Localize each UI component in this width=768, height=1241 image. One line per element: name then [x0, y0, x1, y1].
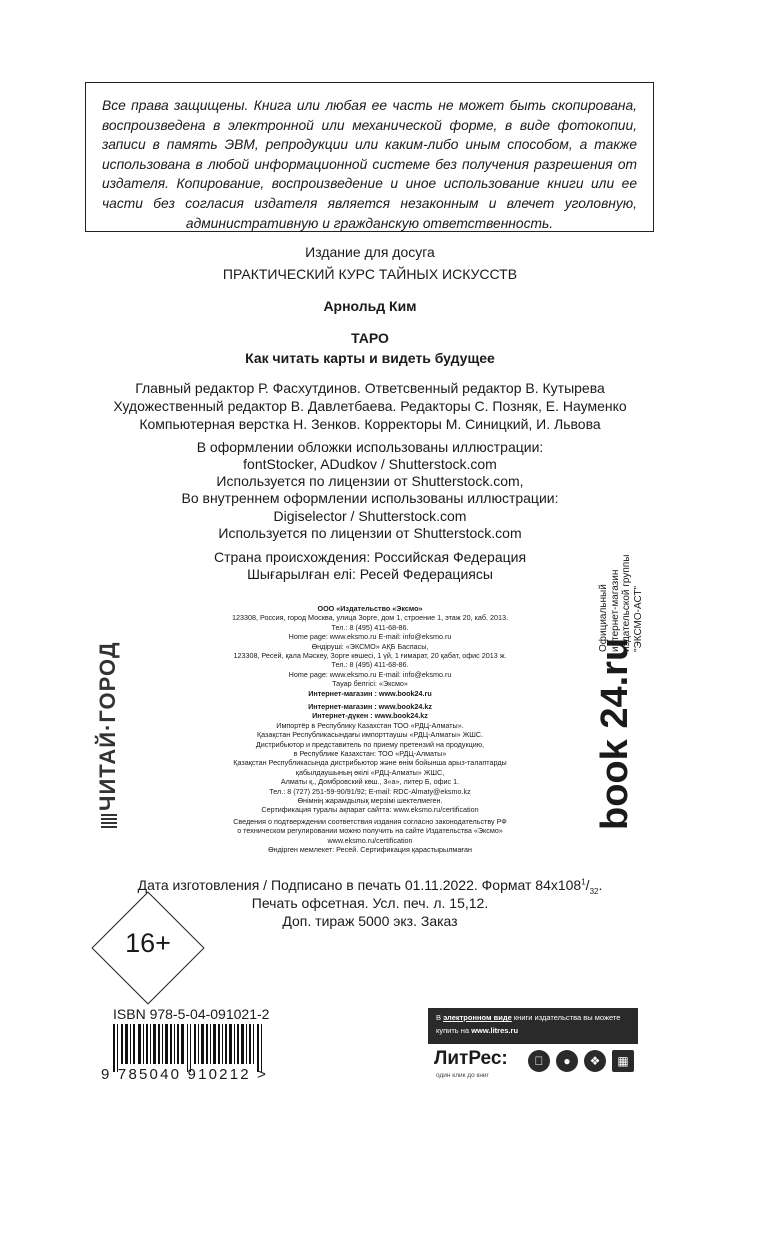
android-icon: ● [556, 1050, 578, 1072]
publisher-line: Өндіруші: «ЭКСМО» АҚБ Баспасы, [311, 641, 429, 651]
publisher-line: 123308, Ресей, қала Мәскеу, Зорге көшесі, 1 үй, 1 ғимарат, 20 қабат, офис 2013 ж. [233, 651, 507, 661]
illustrations-line-1: В оформлении обложки использованы иллюстрации: [196, 439, 544, 455]
certification-block [200, 817, 540, 855]
windows-icon: ▦ [612, 1050, 634, 1072]
distributor-line: Тел.: 8 (727) 251-59-90/91/92; E-mail: RDC-Almaty@eksmo.kz [269, 786, 471, 796]
barcode-digits: 9 785040 910212 > [101, 1066, 269, 1083]
distributor-line: Интернет-дүкен : www.book24.kz [312, 711, 428, 721]
origin-kz: Шығарылған елі: Ресей Федерациясы [247, 566, 493, 582]
illustrations-line-6: Используется по лицензии от Shutterstock.com [218, 525, 522, 541]
certification-line: о техническом регулировании можно получить на сайте Издательства «Эксмо» [237, 826, 503, 836]
author: Арнольд Ким [323, 298, 417, 314]
series-title: ПРАКТИЧЕСКИЙ КУРС ТАЙНЫХ ИСКУССТВ [222, 266, 518, 282]
distributor-line: Қазақстан Республикасындағы импорттаушы «РДЦ-Алматы» ЖШС. [256, 730, 484, 740]
litres-line-2: купить на www.litres.ru [436, 1026, 519, 1035]
distributor-block [200, 702, 540, 815]
print-info-line-3: Доп. тираж 5000 экз. Заказ [282, 913, 458, 929]
publisher-block [200, 604, 540, 698]
illustrations-line-4: Во внутреннем оформлении использованы иллюстрации: [181, 490, 559, 506]
publisher-line: Тауар белгісі: «Эксмо» [332, 679, 408, 689]
publisher-line: Home page: www.eksmo.ru E-mail: info@eksmo.ru [288, 632, 452, 642]
distributor-line: Өнімнің жарамдылық мерзімі шектелмеген. [297, 796, 443, 806]
litres-line-1: В электронном виде книги издательства вы можете [436, 1013, 621, 1022]
publisher-line: Тел.: 8 (495) 411-68-86. [331, 660, 409, 670]
copyright-notice-box [85, 82, 654, 232]
age-rating: 16+ [125, 928, 171, 958]
editors-line-2: Художественный редактор В. Давлетбаева. Редакторы С. Позняк, Е. Науменко [113, 398, 627, 414]
distributor-line: қабылдаушының өкілі «РДЦ-Алматы» ЖШС, [295, 767, 445, 777]
book-subtitle: Как читать карты и видеть будущее [245, 350, 495, 366]
editors-line-3: Компьютерная верстка Н. Зенков. Корректоры М. Синицкий, И. Львова [139, 416, 601, 432]
book24-caption: Официальный интернет-магазин издательской группы "ЭКСМО-АСТ" [598, 554, 644, 652]
litres-tagline: один клик до книг [436, 1072, 489, 1079]
distributor-line: Интернет-магазин : www.book24.kz [308, 702, 432, 711]
barcode-bars-icon [101, 814, 117, 828]
certification-line: www.eksmo.ru/certification [327, 835, 413, 845]
distributor-line: Импортёр в Республику Казахстан ТОО «РДЦ-Алматы». [276, 720, 464, 730]
illustrations-line-5: Digiselector / Shutterstock.com [273, 508, 467, 524]
print-info-line-1: Дата изготовления / Подписано в печать 01.11.2022. Формат $84x108^1/_{32}$. [137, 877, 603, 896]
print-info-line-2: Печать офсетная. Усл. печ. л. 15,12. [251, 895, 489, 911]
platform-icons [528, 1050, 634, 1072]
publisher-line: Home page: www.eksmo.ru E-mail: info@eksmo.ru [288, 669, 452, 679]
copyright-notice: Все права защищены. Книга или любая ее часть не может быть скопирована, воспроизведена в электронной или механической форме, в виде фотокопии, записи в память ЭВМ, репродукции или каким-либо иным способом, а также использована в любой информационной системе без получения разрешения от издателя. Копирование, воспроизведение и иное использование книги или ее части без согласия издателя является незаконным и влечет уголовную, административную и гражданскую ответственность. [102, 98, 637, 231]
litres-banner[interactable] [428, 1008, 638, 1044]
distributor-line: Дистрибьютор и представитель по приему претензий на продукцию, [255, 739, 485, 749]
illustrations-line-3: Используется по лицензии от Shutterstock.com, [216, 473, 524, 489]
certification-line: Сведения о подтверждении соответствия издания согласно законодательству РФ [233, 817, 507, 826]
distributor-line: Сертификация туралы ақпарат сайтта: www.eksmo.ru/certification [261, 805, 479, 815]
distributor-line: Алматы қ., Домбровский көш., 3«а», литер Б, офис 1. [280, 777, 460, 787]
barcode [113, 1024, 278, 1072]
publisher-line: 123308, Россия, город Москва, улица Зорге, дом 1, строение 1, этаж 20, каб. 2013. [232, 613, 508, 623]
litres-logo: ЛитРес: [434, 1048, 508, 1069]
publisher-shop: Интернет-магазин : www.book24.ru [308, 688, 432, 698]
distributor-line: в Республике Казахстан: ТОО «РДЦ-Алматы» [293, 749, 447, 759]
publisher-line: Тел.: 8 (495) 411-68-86. [331, 622, 409, 632]
distributor-line: Қазақстан Республикасында дистрибьютор және өнім бойынша арыз-талаптарды [233, 758, 507, 768]
book-title: ТАРО [351, 330, 389, 346]
apple-icon [528, 1050, 550, 1072]
chitai-gorod-logo: ЧИТАЙ·ГОРОД [95, 641, 121, 828]
publisher-name: ООО «Издательство «Эксмо» [317, 604, 423, 613]
editors-line-1: Главный редактор Р. Фасхутдинов. Ответсвенный редактор В. Кутырева [135, 380, 605, 396]
certification-line: Өндірген мемлекет: Ресей. Сертификация қарастырылмаған [268, 845, 472, 855]
isbn: ISBN 978-5-04-091021-2 [113, 1006, 270, 1022]
illustrations-line-2: fontStocker, ADudkov / Shutterstock.com [243, 456, 497, 472]
windows-phone-icon: ❖ [584, 1050, 606, 1072]
origin-ru: Страна происхождения: Российская Федерация [213, 549, 527, 565]
edition-type: Издание для досуга [305, 244, 435, 260]
book24-logo: book 24.ru [594, 637, 636, 830]
